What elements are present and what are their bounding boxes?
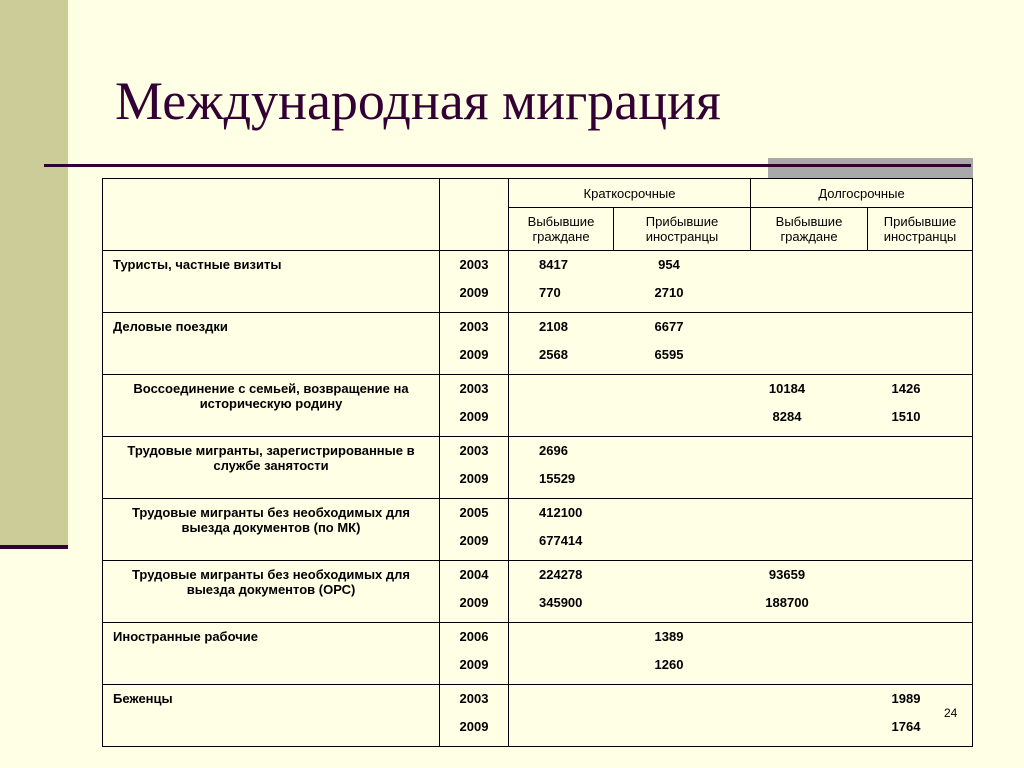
- cell-value: 6677: [654, 319, 684, 335]
- cell-value: 15529: [539, 470, 576, 486]
- header-empty-year: [440, 179, 509, 251]
- value-line: [509, 561, 972, 589]
- value-line: [509, 465, 972, 493]
- cell-value: 8417: [539, 257, 568, 273]
- year-value: 2009: [459, 594, 489, 610]
- row-category: Деловые поездки: [103, 313, 440, 375]
- value-line: [509, 713, 972, 741]
- row-category: Туристы, частные визиты: [103, 251, 440, 313]
- row-values: [509, 251, 973, 313]
- row-category: Иностранные рабочие: [103, 623, 440, 685]
- value-line: [509, 375, 972, 403]
- header-out-citizens-short: Выбывшие граждане: [509, 208, 614, 251]
- row-years: [440, 375, 509, 437]
- cell-value: 6595: [654, 346, 684, 362]
- cell-value: 93659: [768, 567, 806, 583]
- table-row: [103, 685, 973, 747]
- value-line: [509, 685, 972, 713]
- year-value: 2003: [459, 381, 489, 397]
- cell-value: 2108: [539, 319, 568, 335]
- row-years: [440, 561, 509, 623]
- value-line: [509, 279, 972, 307]
- cell-value: 2568: [539, 346, 568, 362]
- row-values: [509, 499, 973, 561]
- row-years: [440, 623, 509, 685]
- table-row: [103, 375, 973, 437]
- row-values: [509, 685, 973, 747]
- title-accent-block: [768, 158, 973, 178]
- cell-value: 1389: [654, 629, 684, 645]
- cell-value: 1510: [891, 408, 921, 424]
- cell-value: 10184: [768, 381, 806, 397]
- cell-value: 2710: [654, 284, 684, 300]
- row-years: [440, 251, 509, 313]
- value-line: [509, 313, 972, 341]
- row-category: Беженцы: [103, 685, 440, 747]
- cell-value: 770: [539, 284, 561, 300]
- header-in-foreigners-short: Прибывшие иностранцы: [614, 208, 751, 251]
- row-values: [509, 623, 973, 685]
- header-row-1: [103, 179, 973, 208]
- year-value: 2009: [459, 656, 489, 672]
- row-category: Трудовые мигранты без необходимых для выезда документов (ОРС): [103, 561, 440, 623]
- cell-value: 2696: [539, 443, 568, 459]
- value-line: [509, 651, 972, 679]
- side-decor-bar: [0, 0, 68, 548]
- header-short-term: Краткосрочные: [509, 179, 751, 208]
- value-line: [509, 437, 972, 465]
- cell-value: 412100: [539, 505, 583, 521]
- cell-value: 954: [658, 257, 680, 273]
- value-line: [509, 251, 972, 279]
- value-line: [509, 589, 972, 617]
- row-category: Трудовые мигранты без необходимых для выезда документов (по МК): [103, 499, 440, 561]
- table-row: [103, 251, 973, 313]
- value-line: [509, 527, 972, 555]
- cell-value: 188700: [765, 594, 809, 610]
- page-title: Международная миграция: [115, 71, 721, 131]
- header-empty-category: [103, 179, 440, 251]
- year-value: 2009: [459, 718, 489, 734]
- table-row: [103, 437, 973, 499]
- header-in-foreigners-long: Прибывшие иностранцы: [868, 208, 973, 251]
- row-values: [509, 375, 973, 437]
- year-value: 2009: [459, 346, 489, 362]
- migration-table: [102, 178, 973, 747]
- header-long-term: Долгосрочные: [751, 179, 973, 208]
- year-value: 2009: [459, 284, 489, 300]
- row-years: [440, 685, 509, 747]
- year-value: 2003: [459, 691, 489, 707]
- cell-value: 1764: [891, 718, 921, 734]
- year-value: 2006: [459, 629, 489, 645]
- year-value: 2009: [459, 408, 489, 424]
- row-category: Воссоединение с семьей, возвращение на историческую родину: [103, 375, 440, 437]
- row-values: [509, 437, 973, 499]
- title-rule: [44, 164, 971, 167]
- page-number: 24: [944, 706, 958, 720]
- year-value: 2009: [459, 532, 489, 548]
- cell-value: 677414: [539, 532, 583, 548]
- cell-value: 8284: [772, 408, 802, 424]
- cell-value: 345900: [539, 594, 583, 610]
- row-years: [440, 313, 509, 375]
- cell-value: 1989: [891, 691, 921, 707]
- value-line: [509, 499, 972, 527]
- year-value: 2003: [459, 319, 489, 335]
- value-line: [509, 403, 972, 431]
- value-line: [509, 341, 972, 369]
- row-years: [440, 437, 509, 499]
- year-value: 2003: [459, 443, 489, 459]
- year-value: 2004: [459, 567, 489, 583]
- value-line: [509, 623, 972, 651]
- year-value: 2009: [459, 470, 489, 486]
- year-value: 2005: [459, 505, 489, 521]
- row-values: [509, 313, 973, 375]
- cell-value: 1426: [891, 381, 921, 397]
- row-category: Трудовые мигранты, зарегистрированные в службе занятости: [103, 437, 440, 499]
- table-row: [103, 623, 973, 685]
- year-value: 2003: [459, 257, 489, 273]
- table-row: [103, 499, 973, 561]
- table-row: [103, 313, 973, 375]
- side-decor-line: [0, 545, 68, 549]
- row-years: [440, 499, 509, 561]
- row-values: [509, 561, 973, 623]
- cell-value: 224278: [539, 567, 583, 583]
- header-out-citizens-long: Выбывшие граждане: [751, 208, 868, 251]
- table-row: [103, 561, 973, 623]
- cell-value: 1260: [654, 656, 684, 672]
